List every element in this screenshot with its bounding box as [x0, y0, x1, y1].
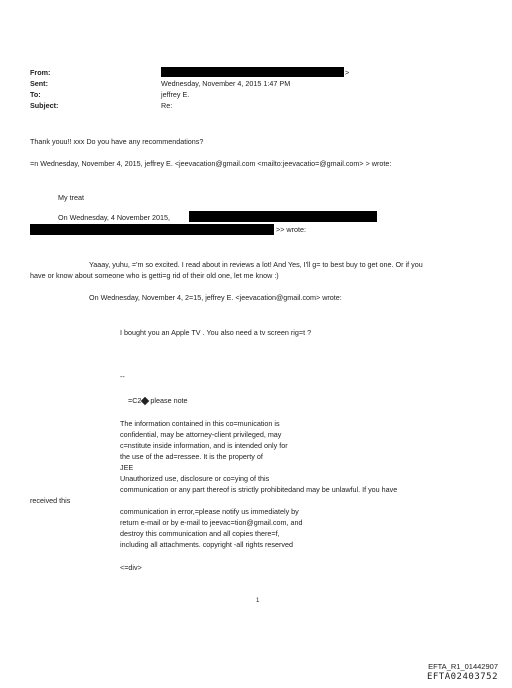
on-wed-215: On Wednesday, November 4, 2=15, jeffrey E. <jeevacation@gmail.com> wrote:	[89, 293, 342, 302]
bates-number-2: EFTA02403752	[426, 672, 498, 682]
disclaimer-line-6: Unauthorized use, disclosure or co=ying of this	[120, 474, 270, 483]
yaaay-line-2: have or know about someone who is getti=g rid of their old one, let me know :)	[30, 271, 279, 280]
disclaimer2-line-3: destroy this communication and all copies there=f,	[120, 529, 280, 538]
disclaimer-line-3: c=nstitute inside information, and is intended only for	[120, 441, 288, 450]
redaction-sender-email	[30, 224, 274, 235]
yaaay-line-1: Yaaay, yuhu, ='m so excited. I read about in reviews a lot! And Yes, I'll g= to best buy to get one. Or if you	[89, 260, 423, 269]
on-wed-4nov: On Wednesday, 4 November 2015,	[58, 213, 171, 222]
subject-value: Re:	[161, 101, 173, 110]
redaction-sender-name	[189, 211, 377, 222]
please-note	[128, 396, 188, 405]
replacement-char-icon	[141, 397, 149, 405]
body-line-2: =n Wednesday, November 4, 2015, jeffrey E. <jeevacation@gmail.com <mailto:jeevacatio=@gmail.com> > wrote:	[30, 159, 392, 168]
disclaimer-line-5: JEE	[120, 463, 134, 472]
disclaimer-line-1: The information contained in this co=munication is	[120, 419, 280, 428]
my-treat: My treat	[58, 193, 84, 202]
disclaimer-line-2: confidential, may be attorney-client privileged, may	[120, 430, 282, 439]
sent-value: Wednesday, November 4, 2015 1:47 PM	[161, 79, 291, 88]
apple-tv-line: I bought you an Apple TV . You also need a tv screen rig=t ?	[120, 328, 312, 337]
subject-label: Subject:	[30, 101, 59, 110]
body-line-1: Thank youu!! xxx Do you have any recommendations?	[30, 137, 204, 146]
to-label: To:	[30, 90, 41, 99]
disclaimer2-line-4: including all attachments. copyright -all rights reserved	[120, 540, 293, 549]
please-note-text: please note	[150, 396, 188, 405]
please-note-prefix: =C2	[128, 396, 142, 405]
div-close: <=div>	[120, 563, 142, 572]
from-label: From:	[30, 68, 51, 77]
disclaimer2-line-1: communication in error,=please notify us immediately by	[120, 507, 299, 516]
sent-label: Sent:	[30, 79, 48, 88]
from-suffix: >	[345, 68, 350, 77]
redaction-from	[161, 67, 344, 77]
disclaimer-line-7: communication or any part thereof is strictly prohibitedand may be unlawful. If you have	[120, 485, 398, 494]
bates-number-1: EFTA_R1_01442907	[428, 662, 498, 671]
received-this: received this	[30, 496, 71, 505]
disclaimer2-line-2: return e-mail or by e-mail to jeevac=tion@gmail.com, and	[120, 518, 303, 527]
disclaimer-line-4: the use of the ad=ressee. It is the property of	[120, 452, 263, 461]
to-value: jeffrey E.	[161, 90, 190, 99]
wrote-arrow: >> wrote:	[276, 225, 306, 234]
page-number: 1	[256, 598, 260, 604]
dashes: --	[120, 372, 125, 381]
